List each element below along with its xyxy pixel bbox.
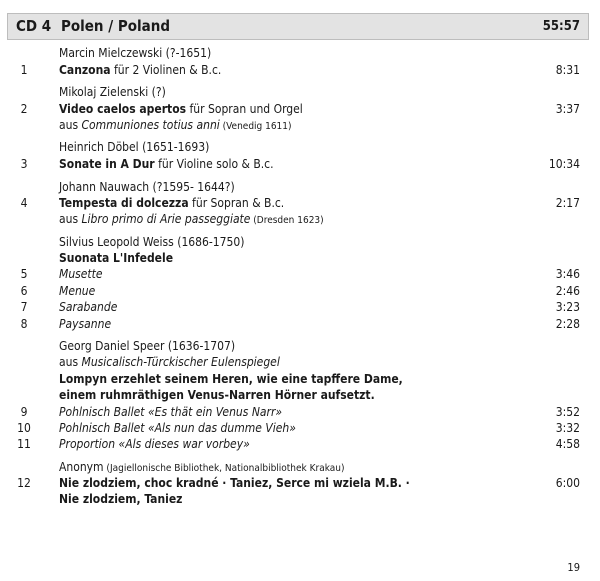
page-number: 19	[567, 561, 580, 574]
track-duration: 8:31	[555, 63, 580, 77]
track-number: 10	[17, 421, 31, 435]
cd-header	[7, 13, 589, 40]
composer-doebel: Heinrich Döbel (1651-1693)	[59, 140, 210, 154]
track-number: 3	[20, 157, 28, 171]
track-duration: 2:46	[555, 284, 580, 298]
cd-total-duration: 55:57	[542, 19, 580, 34]
track-number: 11	[17, 437, 31, 451]
track-duration: 2:28	[555, 317, 580, 331]
track-duration: 3:23	[555, 300, 580, 314]
track-number: 2	[20, 102, 28, 116]
track-duration: 3:52	[555, 405, 580, 419]
track-title-12-line1: Nie zlodziem, choc kradné · Taniez, Serce mi wziela M.B. ·	[59, 476, 410, 490]
track-number: 9	[20, 405, 28, 419]
track-title-4: Tempesta di dolcezza für Sopran & B.c.	[59, 196, 285, 210]
track-title-2: Video caelos apertos für Sopran und Orgel	[59, 102, 303, 116]
track-duration: 3:32	[555, 421, 580, 435]
composer-mielczewski: Marcin Mielczewski (?-1651)	[59, 46, 212, 60]
track-title-3: Sonate in A Dur für Violine solo & B.c.	[59, 157, 274, 171]
cd-number: CD 4	[16, 17, 52, 35]
track-duration: 3:37	[555, 102, 580, 116]
composer-anonym: Anonym (Jagiellonische Bibliothek, Nationalbibliothek Krakau)	[59, 460, 345, 474]
movement-title: Proportion «Als dieses war vorbey»	[59, 437, 250, 451]
track-title-1: Canzona für 2 Violinen & B.c.	[59, 63, 222, 77]
track-source-2: aus Communiones totius anni (Venedig 1611)	[59, 118, 292, 132]
composer-weiss: Silvius Leopold Weiss (1686-1750)	[59, 235, 245, 249]
track-duration: 6:00	[555, 476, 580, 490]
cd-title: Polen / Poland	[61, 17, 171, 35]
movement-title: Menue	[59, 284, 96, 298]
movement-title: Paysanne	[59, 317, 112, 331]
track-number: 4	[20, 196, 28, 210]
track-number: 7	[20, 300, 28, 314]
track-duration: 10:34	[548, 157, 580, 171]
track-number: 8	[20, 317, 28, 331]
composer-zielenski: Mikolaj Zielenski (?)	[59, 85, 166, 99]
composer-nauwach: Johann Nauwach (?1595- 1644?)	[59, 180, 235, 194]
movement-title: Pohlnisch Ballet «Es thät ein Venus Narr»	[59, 405, 283, 419]
composer-speer: Georg Daniel Speer (1636-1707)	[59, 339, 236, 353]
work-title-speer-1: Lompyn erzehlet seinem Heren, wie eine tapffere Dame,	[59, 372, 403, 386]
track-number: 6	[20, 284, 28, 298]
track-number: 5	[20, 267, 28, 281]
work-source-speer: aus Musicalisch-Türckischer Eulenspiegel	[59, 355, 280, 369]
movement-title: Musette	[59, 267, 103, 281]
movement-title: Sarabande	[59, 300, 118, 314]
track-number: 12	[17, 476, 31, 490]
track-source-4: aus Libro primo di Arie passeggiate (Dresden 1623)	[59, 212, 324, 226]
track-number: 1	[20, 63, 28, 77]
movement-title: Pohlnisch Ballet «Als nun das dumme Vieh»	[59, 421, 296, 435]
track-title-12-line2: Nie zlodziem, Taniez	[59, 492, 183, 506]
work-title-weiss: Suonata L'Infedele	[59, 251, 174, 265]
track-duration: 4:58	[555, 437, 580, 451]
work-title-speer-2: einem ruhmräthigen Venus-Narren Hörner aufsetzt.	[59, 388, 375, 402]
track-duration: 2:17	[555, 196, 580, 210]
track-duration: 3:46	[555, 267, 580, 281]
